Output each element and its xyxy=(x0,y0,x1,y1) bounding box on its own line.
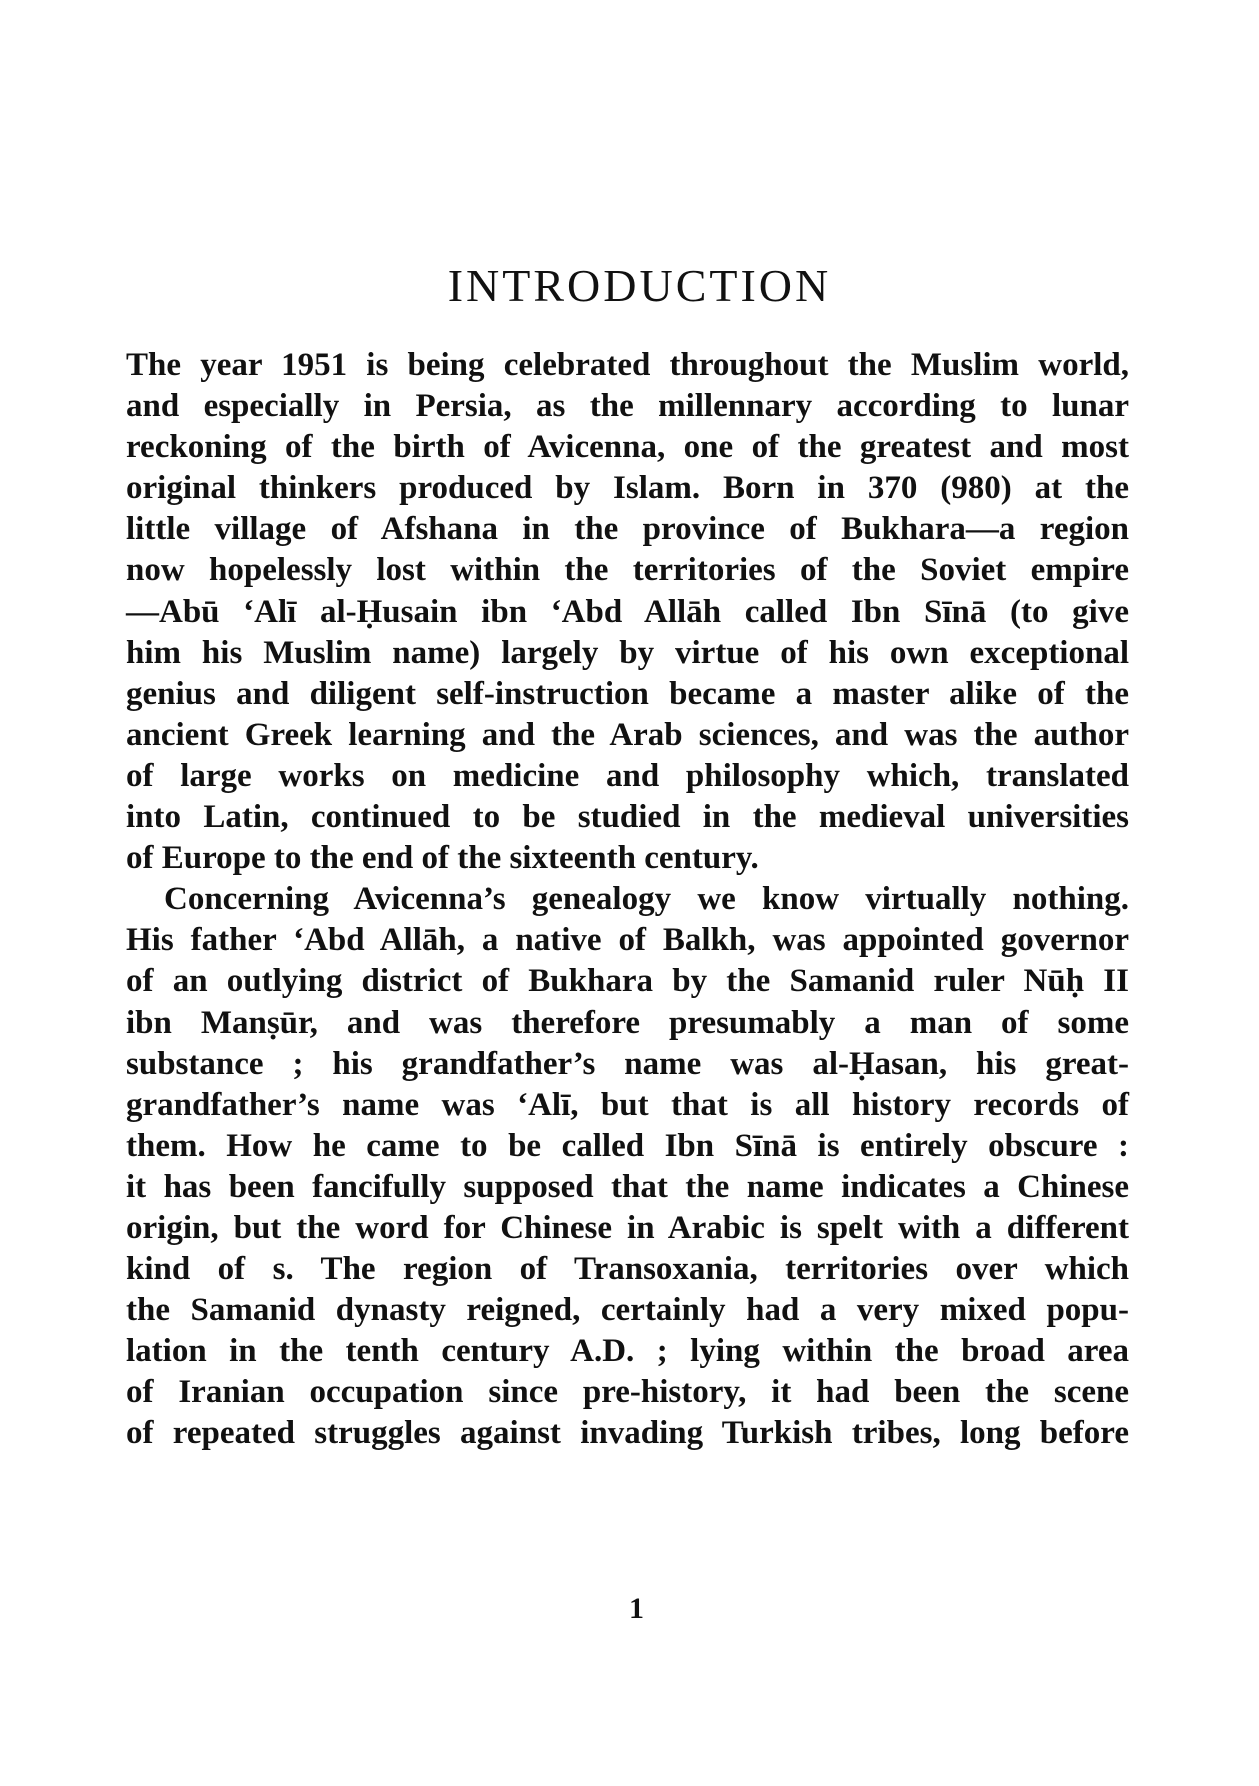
body-text xyxy=(126,345,1129,1455)
text-line: of large works on medicine and philosophy which, translated xyxy=(126,757,1129,794)
text-line: His father ʻAbd Allāh, a native of Balkh, was appointed governor xyxy=(126,922,1129,959)
text-line: of Europe to the end of the sixteenth century. xyxy=(126,840,759,877)
text-line: and especially in Persia, as the millennary according to lunar xyxy=(126,388,1129,425)
text-line: them. How he came to be called Ibn Sīnā is entirely obscure : xyxy=(126,1127,1129,1164)
text-line: little village of Afshana in the province of Bukhara—a region xyxy=(126,511,1129,548)
text-line: now hopelessly lost within the territories of the Soviet empire xyxy=(126,552,1129,589)
text-line: Concerning Avicenna’s genealogy we know virtually nothing. xyxy=(164,881,1129,918)
text-line: substance ; his grandfather’s name was al-Ḥasan, his great- xyxy=(126,1045,1129,1082)
text-line: of Iranian occupation since pre-history, it had been the scene xyxy=(126,1374,1129,1411)
text-line: of an outlying district of Bukhara by the Samanid ruler Nūḥ II xyxy=(126,963,1129,1000)
text-line: kind of s. The region of Transoxania, territories over which xyxy=(126,1251,1129,1288)
text-line: the Samanid dynasty reigned, certainly had a very mixed popu- xyxy=(126,1292,1129,1329)
text-line: The year 1951 is being celebrated throughout the Muslim world, xyxy=(126,347,1129,383)
text-line: reckoning of the birth of Avicenna, one of the greatest and most xyxy=(126,429,1129,466)
text-line: origin, but the word for Chinese in Arabic is spelt with a different xyxy=(126,1209,1129,1246)
chapter-heading: INTRODUCTION xyxy=(447,260,832,311)
text-line: ancient Greek learning and the Arab sciences, and was the author xyxy=(126,716,1129,753)
text-line: of repeated struggles against invading Turkish tribes, long before xyxy=(126,1415,1129,1452)
text-line: genius and diligent self-instruction became a master alike of the xyxy=(126,675,1129,712)
text-line: it has been fancifully supposed that the name indicates a Chinese xyxy=(126,1168,1129,1205)
text-line: grandfather’s name was ʻAlī, but that is all history records of xyxy=(126,1086,1129,1123)
text-line: —Abū ʻAlī al-Ḥusain ibn ʻAbd Allāh called Ibn Sīnā (to give xyxy=(126,593,1129,630)
text-line: ibn Manṣūr, and was therefore presumably a man of some xyxy=(126,1004,1129,1041)
text-line: him his Muslim name) largely by virtue of his own exceptional xyxy=(126,634,1129,671)
text-line: original thinkers produced by Islam. Born in 370 (980) at the xyxy=(126,470,1129,507)
text-line: lation in the tenth century A.D. ; lying within the broad area xyxy=(126,1333,1129,1370)
text-line: into Latin, continued to be studied in the medieval universities xyxy=(126,799,1129,836)
page-number: 1 xyxy=(629,1592,644,1625)
